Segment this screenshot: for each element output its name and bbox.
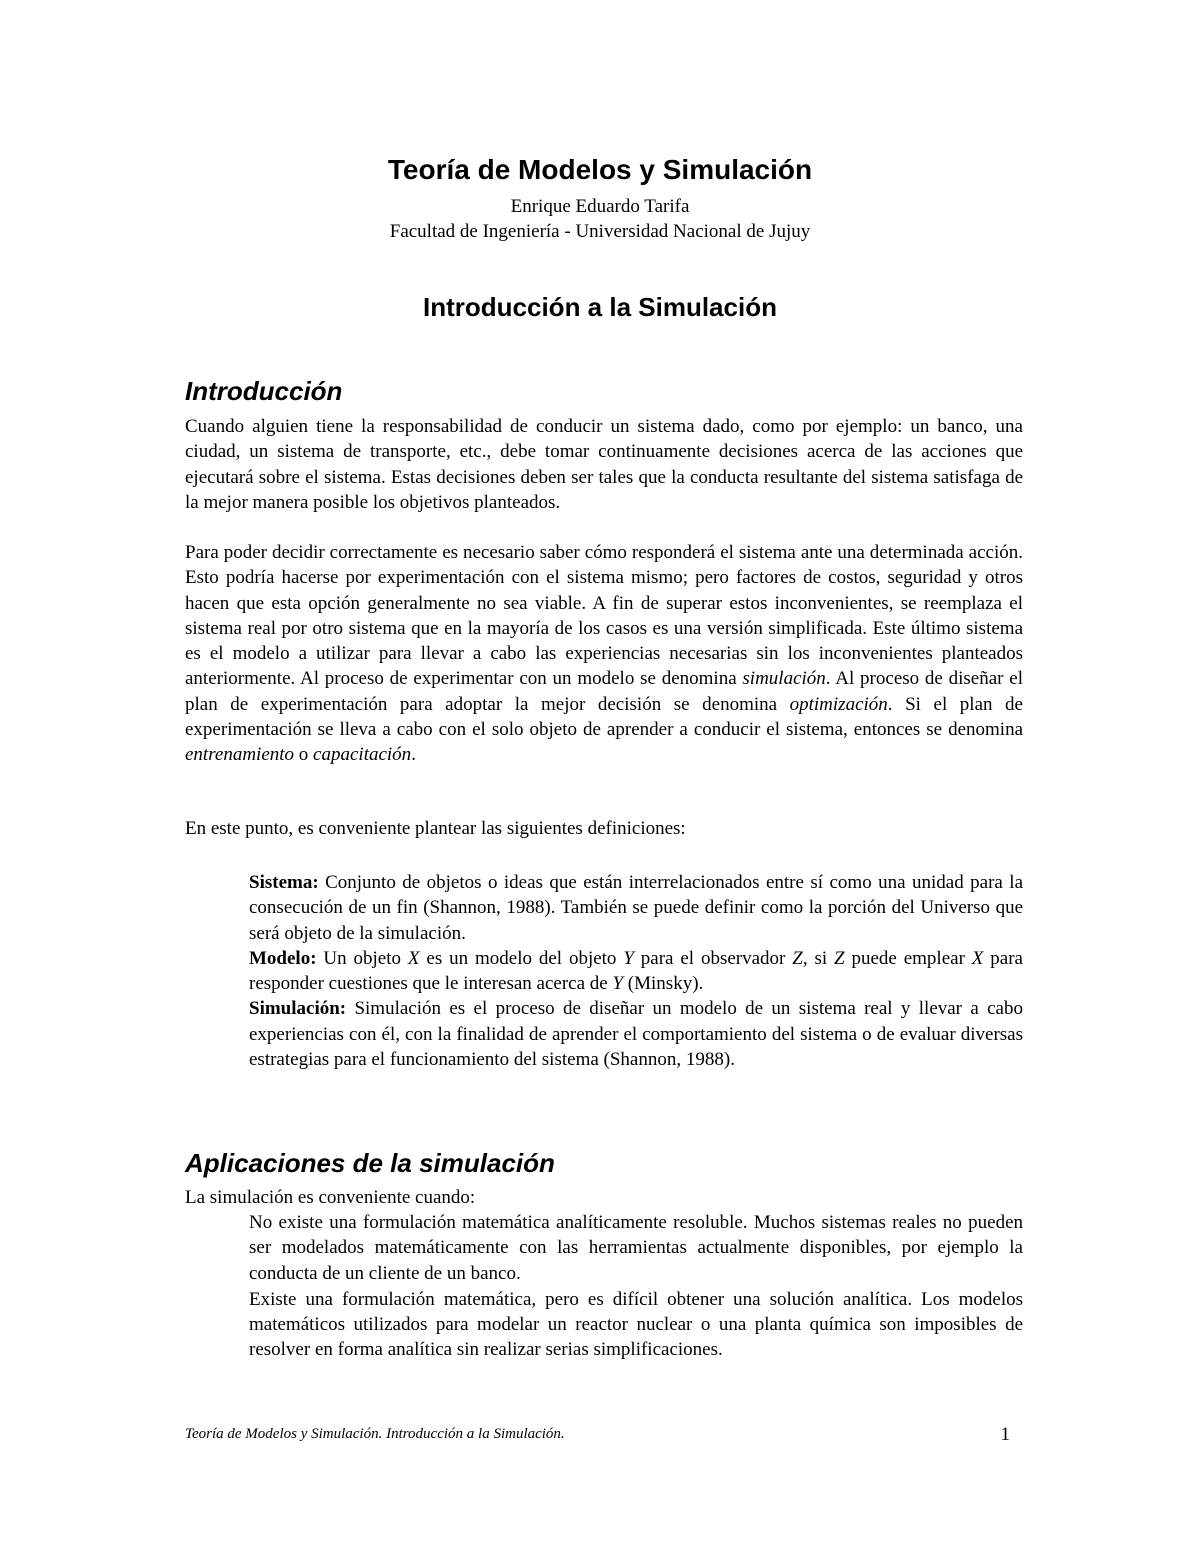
definition-term: Simulación: [249, 998, 347, 1020]
variable-x: X [407, 947, 420, 969]
definition-term: Sistema: [249, 872, 319, 893]
variable-z: Z [834, 947, 845, 969]
intro-paragraph-1: Cuando alguien tiene la responsabilidad de conducir un sistema dado, como por ejemplo: un banco, una ciudad, un sistema de transporte, etc., debe tomar continuamente decisiones acerca de las acciones que ejecutará sobre el sistema. Estas decisiones deben ser tales que la conducta resultante del sistema satisfaga de la mejor manera posible los objetivos planteados. [185, 416, 1023, 513]
text-run: . Si el plan de experimentación se lleva a cabo con el solo objeto de aprender a conducir el sistema, entonces se denomina [185, 693, 1023, 741]
term-simulacion: simulación [742, 668, 826, 690]
text-run: Un objeto [316, 947, 408, 969]
page-number: 1 [1000, 1424, 1010, 1445]
text-run: es un modelo del objeto [419, 947, 624, 969]
text-run: (Minsky). [623, 973, 704, 995]
text-run: . Al proceso de diseñar el plan de experimentación para adoptar la mejor decisión se denomina [185, 668, 1023, 715]
text-run: puede emplear [844, 947, 972, 969]
definition-text: Conjunto de objetos o ideas que están interrelacionados entre sí como una unidad para la consecución de un fin (Shannon, 1988). También se puede definir como la porción del Universo que será objeto de la simulación. [249, 872, 1023, 944]
text-run: para el observador [633, 947, 793, 969]
list-item: Existe una formulación matemática, pero es difícil obtener una solución analítica. Los modelos matemáticos utilizados para modelar un reactor nuclear o una planta química son imposibles de resolver en forma analítica sin realizar serias simplificaciones. [249, 1288, 1023, 1361]
text-run: Para poder decidir correctamente es necesario saber cómo responderá el sistema ante una determinada acción. Esto podría hacerse por experimentación con el sistema mismo; pero factores de costos, seguridad y otros hacen que esta opción generalmente no sea viable. A fin de superar estos inconvenientes, se reemplaza el sistema real por otro sistema que en la mayoría de los casos es una versión simplificada. Este último sistema es el modelo a utilizar para llevar a cabo las experiencias necesarias sin los inconvenientes planteados anteriormente. Al proceso de experimentar con un modelo se denomina [185, 542, 1023, 690]
definition-modelo [249, 946, 1023, 997]
definitions-block [249, 870, 1023, 1072]
text-run: para responder cuestiones que le interesan acerca de [249, 947, 1023, 995]
variable-y: Y [612, 973, 624, 995]
term-capacitacion: capacitación [313, 744, 412, 766]
definition-term: Modelo: [249, 947, 317, 969]
page-footer: Teoría de Modelos y Simulación. Introducción a la Simulación. [185, 1426, 565, 1442]
variable-x: X [971, 947, 984, 969]
term-optimizacion: optimización [789, 693, 888, 715]
section-heading-aplicaciones: Aplicaciones de la simulación [185, 1148, 555, 1178]
author-affiliation: Facultad de Ingeniería - Universidad Nacional de Jujuy [389, 221, 811, 242]
document-subtitle: Introducción a la Simulación [423, 292, 777, 322]
list-item: No existe una formulación matemática analíticamente resoluble. Muchos sistemas reales no pueden ser modelados matemáticamente con las herramientas actualmente disponibles, por ejemplo la conducta de un cliente de un banco. [249, 1212, 1023, 1284]
intro-paragraph-3: En este punto, es conveniente plantear las siguientes definiciones: [185, 818, 686, 839]
text-run: , si [802, 947, 835, 969]
definition-simulacion [249, 996, 1023, 1072]
definition-text: Simulación es el proceso de diseñar un modelo de un sistema real y llevar a cabo experiencias con él, con la finalidad de aprender el comportamiento del sistema o de evaluar diversas estrategias para el funcionamiento del sistema (Shannon, 1988). [249, 998, 1023, 1071]
text-run: o [294, 744, 314, 766]
variable-y: Y [623, 947, 634, 969]
applications-lead: La simulación es conveniente cuando: [185, 1187, 476, 1208]
document-title: Teoría de Modelos y Simulación [387, 154, 813, 185]
author-name: Enrique Eduardo Tarifa [510, 196, 690, 217]
section-heading-introduccion: Introducción [185, 376, 343, 406]
intro-paragraph-2 [185, 540, 1023, 768]
definition-sistema [249, 870, 1023, 946]
variable-z: Z [792, 947, 803, 969]
text-run: . [411, 744, 416, 766]
term-entrenamiento: entrenamiento [185, 744, 295, 766]
applications-list [249, 1210, 1023, 1364]
